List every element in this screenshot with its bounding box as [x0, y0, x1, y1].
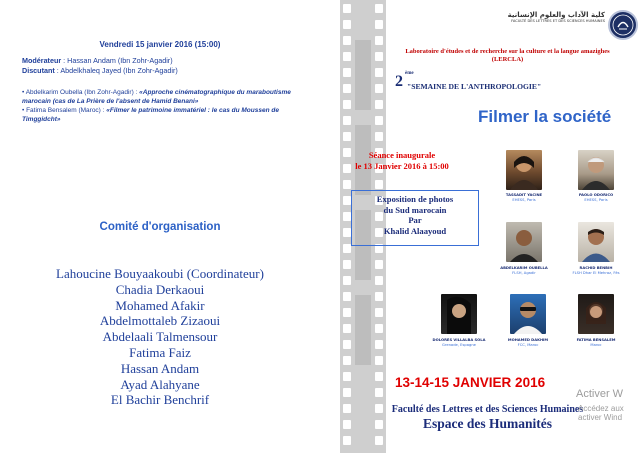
faculty-header-french: FACULTÉ DES LETTRES ET DES SCIENCES HUMAINES [511, 19, 605, 23]
speaker-photo [506, 150, 542, 190]
committee-member: El Bachir Benchrif [110, 392, 210, 408]
film-sprocket-hole [343, 388, 351, 397]
edition-superscript: ème [405, 71, 414, 76]
moderator-name: : Hassan Andam (Ibn Zohr-Agadir) [61, 56, 173, 65]
film-sprocket-hole [343, 100, 351, 109]
film-sprocket-hole [343, 372, 351, 381]
film-sprocket-hole [375, 132, 383, 141]
event-theme: Filmer la société [478, 107, 612, 126]
speaker-institution: EHESS, Paris [512, 198, 536, 202]
speaker-name: RACHID BENBIH [579, 266, 613, 270]
speaker-caption [564, 266, 628, 276]
watermark-subline: activer Wind [578, 413, 623, 422]
film-sprocket-hole [343, 116, 351, 125]
committee-member: Abdelmottaleb Zizaoui [99, 313, 221, 329]
film-sprocket-hole [343, 228, 351, 237]
speaker-name: PAOLO ODORICO [578, 193, 614, 197]
talk-author: • Abdelkarim Oubella (Ibn Zohr-Agadir) : [22, 89, 140, 96]
film-sprocket-hole [375, 100, 383, 109]
speaker-photo [506, 222, 542, 262]
speaker-photo [441, 294, 477, 334]
committee-member: Hassan Andam [120, 360, 200, 376]
speaker-caption [427, 338, 491, 348]
venue-space: Espace des Humanités [422, 416, 552, 431]
film-sprocket-hole [343, 196, 351, 205]
faculty-header [475, 12, 605, 24]
film-sprocket-hole [343, 20, 351, 29]
venue-faculty: Faculté des Lettres et des Sciences Humaines [391, 404, 584, 415]
committee-member: Abdelaali Talmensour [102, 329, 218, 345]
film-sprocket-hole [343, 436, 351, 445]
film-sprocket-hole [375, 324, 383, 333]
exhibition-line: Exposition de photos [376, 194, 454, 204]
film-sprocket-hole [375, 52, 383, 61]
watermark-line: Activer W [576, 388, 624, 400]
film-sprocket-hole [375, 356, 383, 365]
film-frame [355, 40, 371, 110]
film-sprocket-hole [375, 292, 383, 301]
speaker-photo [578, 222, 614, 262]
committee-member: Chadia Derkaoui [115, 281, 205, 297]
speaker-name: ABDELKARIM OUBELLA [500, 266, 548, 270]
session-roles [22, 56, 178, 76]
film-sprocket-hole [343, 180, 351, 189]
film-sprocket-hole [375, 116, 383, 125]
talk-author: • Fatima Bensalem (Maroc) : [22, 107, 107, 114]
film-sprocket-hole [375, 4, 383, 13]
event-name: "SEMAINE DE L'ANTHROPOLOGIE" [407, 82, 542, 91]
film-sprocket-hole [375, 20, 383, 29]
speaker-caption [564, 193, 628, 203]
film-sprocket-hole [343, 4, 351, 13]
faculty-header-arabic: كلية الآداب والعلوم الإنسانية [507, 11, 605, 19]
film-sprocket-hole [375, 84, 383, 93]
film-sprocket-hole [343, 132, 351, 141]
speaker-institution: FLSH Dhar El Mehraz, Fès [572, 271, 620, 275]
speaker-institution: EHESS, Paris [584, 198, 608, 202]
photo-exhibition-box [351, 190, 479, 246]
film-sprocket-hole [343, 212, 351, 221]
film-sprocket-hole [343, 260, 351, 269]
exhibition-line: du Sud marocain [383, 204, 447, 215]
film-sprocket-hole [375, 372, 383, 381]
film-sprocket-hole [375, 388, 383, 397]
film-sprocket-hole [375, 308, 383, 317]
speaker-caption [564, 338, 628, 348]
film-sprocket-hole [375, 260, 383, 269]
event-dates: 13-14-15 JANVIER 2016 [395, 375, 546, 390]
discussant-name: : Abdelkhaleq Jayed (Ibn Zohr-Agadir) [54, 66, 178, 75]
talk-title: «Approche cinématographique du maraboutisme marocain (cas de La Prière de l'absent de Hamid Benani» [22, 89, 291, 105]
watermark-subline: Accédez aux [578, 404, 624, 413]
speaker-institution: FLSH, Agadir [512, 271, 536, 275]
committee-title: Comité d'organisation [99, 221, 221, 233]
speaker-photo [510, 294, 546, 334]
committee-members [0, 266, 320, 408]
film-sprocket-hole [375, 436, 383, 445]
speaker-caption [496, 338, 560, 348]
film-sprocket-hole [343, 244, 351, 253]
film-sprocket-hole [375, 180, 383, 189]
edition-number: 2 [395, 73, 403, 90]
film-sprocket-hole [343, 276, 351, 285]
film-sprocket-hole [343, 84, 351, 93]
moderator-label: Modérateur [22, 56, 62, 65]
film-sprocket-hole [375, 68, 383, 77]
speaker-photo [578, 150, 614, 190]
film-sprocket-hole [343, 324, 351, 333]
speaker-caption [492, 193, 556, 203]
committee-member: Ayad Alahyane [120, 376, 200, 392]
film-sprocket-hole [343, 52, 351, 61]
speaker-photo [578, 294, 614, 334]
film-sprocket-hole [343, 356, 351, 365]
speaker-institution: Maroc [590, 343, 602, 347]
speaker-caption [492, 266, 556, 276]
film-sprocket-hole [343, 292, 351, 301]
faculty-logo [608, 10, 638, 40]
film-sprocket-hole [343, 68, 351, 77]
discussant-line [22, 66, 178, 76]
film-sprocket-hole [343, 36, 351, 45]
film-sprocket-hole [343, 340, 351, 349]
opening-session [342, 150, 462, 172]
opening-session-date: le 13 Janvier 2016 à 15:00 [355, 161, 449, 171]
speaker-name: DOLORES VILLALBA SOLA [432, 338, 486, 342]
poster-right-page [320, 0, 640, 453]
film-sprocket-hole [343, 308, 351, 317]
watermark-line [578, 404, 624, 422]
film-frame [355, 295, 371, 365]
talks-list [22, 88, 312, 124]
film-sprocket-hole [375, 340, 383, 349]
talk-item [22, 88, 312, 106]
speaker-institution: Grenade, Espagne [442, 343, 476, 347]
film-sprocket-hole [375, 36, 383, 45]
speaker-name: MOHAMED DAKHIM [507, 338, 549, 342]
moderator-line [22, 56, 178, 66]
windows-activation-watermark [576, 388, 624, 422]
committee-member: Mohamed Afakir [115, 297, 205, 313]
exhibition-line: Khalid Alaayoud [383, 225, 447, 236]
committee-member: Fatima Faiz [129, 344, 191, 360]
discussant-label: Discutant [22, 66, 55, 75]
speaker-name: TASSADIT YACINE [505, 193, 543, 197]
lab-name: Laboratoire d'études et de recherche sur la culture et la langue amazighes (LERCLA) [405, 48, 610, 63]
committee-member: Lahoucine Bouyaakoubi (Coordinateur) [56, 266, 264, 281]
talk-item [22, 106, 312, 124]
speaker-institution: FCC, Maroc [517, 343, 539, 347]
exhibition-line: Par [408, 215, 422, 225]
film-sprocket-hole [375, 276, 383, 285]
talk-title: «Filmer le patrimoine immatériel : le cas du Moussen de Timggidcht» [22, 107, 279, 123]
opening-session-title: Séance inaugurale [368, 150, 436, 160]
speaker-name: FATIMA BENSALEM [576, 338, 616, 342]
session-date: Vendredi 15 janvier 2016 (15:00) [99, 40, 221, 49]
